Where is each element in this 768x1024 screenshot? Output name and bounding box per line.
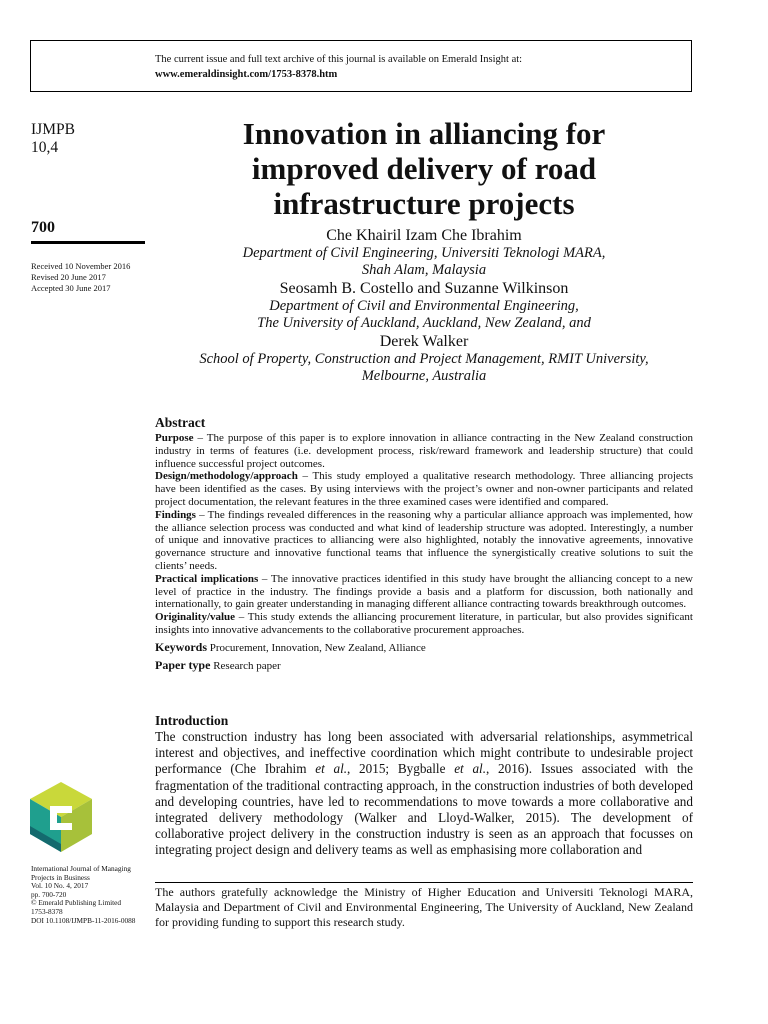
title-line: infrastructure projects bbox=[273, 186, 575, 221]
practical-text: – The innovative practices identified in this study have brought the alliancing concept to a new level of practice in the industry. The findings provide a basis and a platform for discussion, both nationally and internationally, to gain greater understanding in managing different alliance contracting towards breakthrough outcomes. bbox=[155, 572, 694, 611]
design-text: – This study employed a qualitative research methodology. Three alliancing projects have been identified as the cases. By using interviews with the project’s owner and non-owner participants and related project documentation, the relevant features in the three examined cases were identified and compared. bbox=[155, 470, 693, 508]
page-number: 700 bbox=[31, 219, 55, 236]
paper-type bbox=[155, 658, 693, 673]
author-affiliation: School of Property, Construction and Project Management, RMIT University, bbox=[199, 351, 649, 367]
pubinfo-line: DOI 10.1108/IJMPB-11-2016-0088 bbox=[31, 915, 136, 925]
pubinfo-line: pp. 700-720 bbox=[31, 889, 67, 899]
findings-label: Findings bbox=[155, 508, 196, 521]
emerald-logo-icon bbox=[30, 782, 92, 852]
originality-text: – This study extends the alliancing procurement literature, in particular, but also provides significant insights into innovative advancements to the collaborative procurement approaches. bbox=[155, 611, 693, 636]
intro-etal: et al. bbox=[454, 761, 486, 777]
intro-text: , 2015; Bygballe bbox=[347, 761, 455, 777]
acknowledgement-footnote: The authors gratefully acknowledge the Ministry of Higher Education and Universiti Teknologi MARA, Malaysia and Department of Civil and Environmental Engineering, The University of Auckland, New Zealand for providing funding to support this research study. bbox=[155, 885, 693, 929]
article-dates bbox=[31, 261, 130, 294]
abstract-design bbox=[155, 470, 693, 508]
practical-label: Practical implications bbox=[155, 572, 259, 585]
author-affiliation: Department of Civil and Environmental Engineering, bbox=[269, 298, 579, 314]
journal-url-link[interactable]: www.emeraldinsight.com/1753-8378.htm bbox=[155, 69, 338, 80]
author-affiliation: Melbourne, Australia bbox=[361, 368, 487, 384]
footnote-rule bbox=[155, 882, 693, 883]
abstract-findings bbox=[155, 509, 693, 573]
author-name: Derek Walker bbox=[379, 333, 469, 350]
volume-issue: 10,4 bbox=[31, 139, 59, 156]
intro-etal: et al. bbox=[315, 761, 348, 777]
introduction-paragraph bbox=[155, 729, 693, 859]
pubinfo-line: 1753-8378 bbox=[31, 906, 63, 916]
purpose-label: Purpose bbox=[155, 432, 194, 444]
pubinfo-line: Vol. 10 No. 4, 2017 bbox=[31, 881, 89, 891]
introduction-heading: Introduction bbox=[155, 713, 229, 728]
intro-text: , 2016). Issues associated with the fragmentation of the traditional contracting approach, in the construction industries of both developed and developing countries, have led to recommendations to move towards a more collaborative and integrated delivery methodology (Walker and Lloyd-Walker, 2015). The development of collaborative project delivery in the construction industry is seen as an approach that focusses on integrating project design and delivery teams as well as emphasising more collaboration and bbox=[155, 761, 694, 858]
abstract-originality bbox=[155, 611, 693, 637]
paper-type-text: Research paper bbox=[210, 659, 281, 672]
author-affiliation: Shah Alam, Malaysia bbox=[361, 262, 487, 278]
accepted-date: Accepted 30 June 2017 bbox=[31, 283, 111, 293]
abstract-heading: Abstract bbox=[155, 415, 206, 430]
pubinfo-line: International Journal of Managing bbox=[31, 864, 131, 873]
intro-text: The construction industry has long been associated with adversarial relationships, asymmetrical interest and objectives, and ineffective coordination which might contribute to undesirable project performance (Che Ibrahim bbox=[155, 729, 693, 777]
design-label: Design/methodology/approach bbox=[155, 470, 298, 483]
page-number-rule bbox=[31, 241, 145, 244]
journal-availability-box bbox=[30, 40, 692, 92]
author-block bbox=[155, 226, 693, 385]
abstract-practical bbox=[155, 573, 693, 611]
paper-type-label: Paper type bbox=[155, 657, 211, 672]
keywords bbox=[155, 640, 693, 655]
abstract-section bbox=[155, 414, 693, 673]
availability-text: The current issue and full text archive of this journal is available on Emerald Insight at: bbox=[155, 54, 523, 65]
pubinfo-line: Projects in Business bbox=[31, 872, 90, 882]
pubinfo-line: © Emerald Publishing Limited bbox=[31, 898, 122, 908]
findings-text: – The findings revealed differences in the reasoning why a particular alliance approach was implemented, how the alliance selection process was conducted and what kind of leadership structure was adopted. Interestingly, a number of unique and innovative practices to alliancing were also highlighted, notably the innovative agreements, innovative governance structure and innovative functional teams that influence the synergistically creative solutions to suit the clients’ needs. bbox=[155, 508, 693, 572]
originality-label: Originality/value bbox=[155, 611, 236, 624]
revised-date: Revised 20 June 2017 bbox=[31, 272, 106, 282]
abstract-purpose bbox=[155, 432, 693, 470]
journal-abbrev: IJMPB bbox=[31, 121, 75, 138]
author-affiliation: The University of Auckland, Auckland, New Zealand, and bbox=[257, 315, 591, 331]
author-affiliation: Department of Civil Engineering, Universiti Teknologi MARA, bbox=[242, 245, 606, 261]
author-name: Seosamh B. Costello and Suzanne Wilkinson bbox=[279, 280, 569, 297]
author-name: Che Khairil Izam Che Ibrahim bbox=[326, 227, 522, 244]
introduction-section bbox=[155, 713, 693, 859]
title-line: improved delivery of road bbox=[251, 151, 597, 186]
keywords-text: Procurement, Innovation, New Zealand, Alliance bbox=[207, 641, 426, 654]
received-date: Received 10 November 2016 bbox=[31, 261, 131, 271]
journal-code bbox=[31, 121, 75, 157]
publication-info bbox=[31, 865, 151, 925]
keywords-label: Keywords bbox=[155, 639, 207, 654]
title-line: Innovation in alliancing for bbox=[242, 116, 606, 151]
article-title bbox=[155, 116, 693, 221]
purpose-text: – The purpose of this paper is to explore innovation in alliance contracting in the New Zealand construction industry in terms of features (i.e. development process, risk/reward framework and leadership structure) that could influence successful project outcomes. bbox=[155, 432, 693, 470]
